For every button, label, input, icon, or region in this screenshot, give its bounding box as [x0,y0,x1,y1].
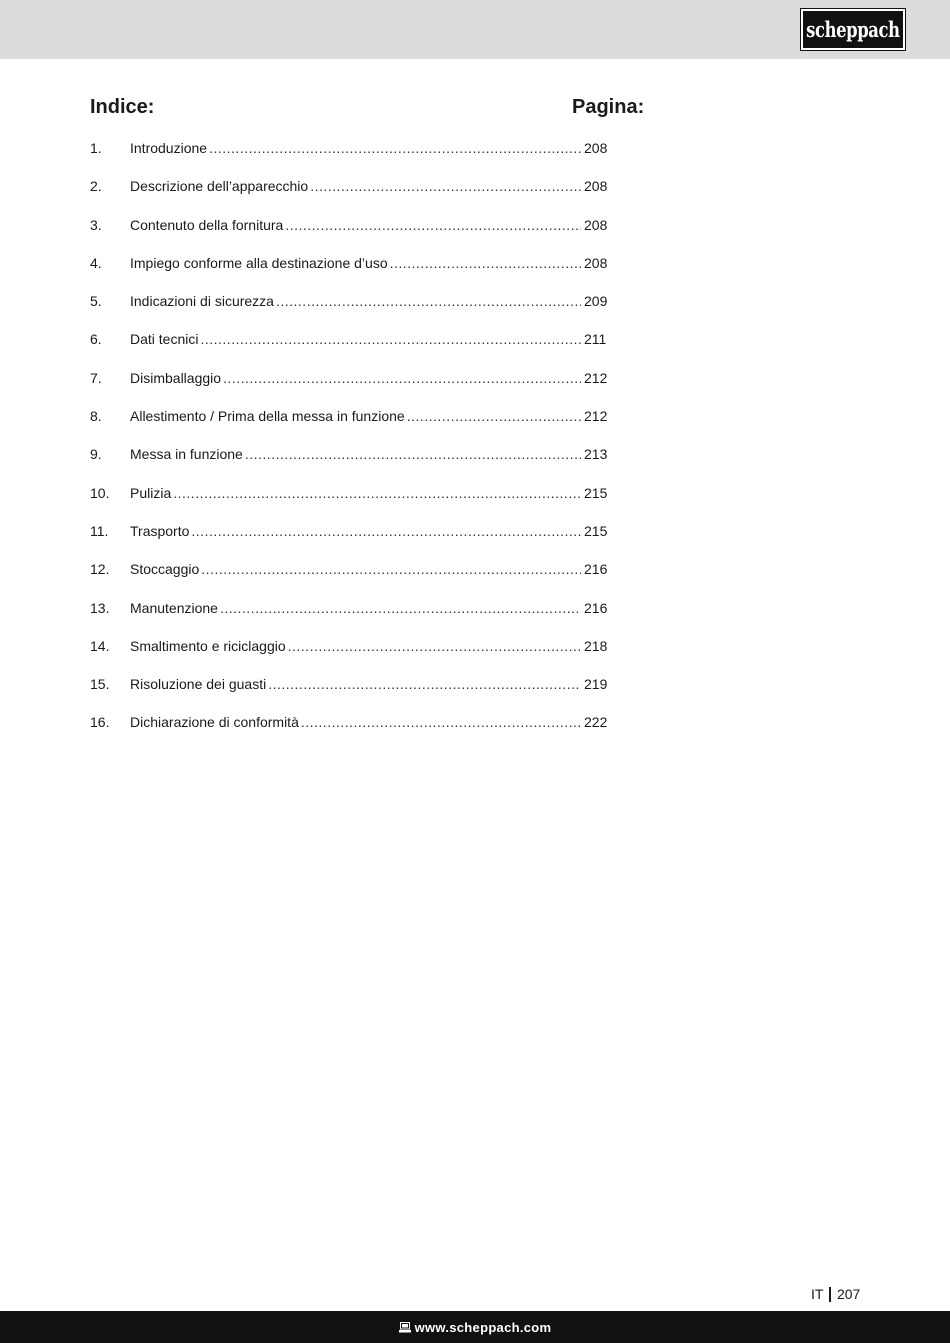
toc-dot-leader [268,674,581,694]
toc-entry-number: 9. [90,446,102,463]
toc-entry[interactable] [90,329,610,367]
toc-entry-page: 209 [584,293,608,310]
toc-entry-title: Dati tecnici [130,331,199,348]
toc-dot-leader [223,368,581,388]
toc-entry-title: Descrizione dell’apparecchio [130,178,309,195]
toc-entry-number: 1. [90,140,102,156]
toc-entry-page: 218 [584,637,608,654]
toc-dot-leader [245,444,581,464]
toc-entry-page: 216 [584,599,608,616]
toc-entry-number: 5. [90,293,102,310]
toc-title: Indice: [90,96,155,118]
toc-entry-title: Introduzione [130,140,208,156]
toc-entry[interactable] [90,291,610,329]
page-column-heading: Pagina: [572,96,645,118]
toc-entry-title: Indicazioni di sicurezza [130,293,274,310]
toc-entry-title: Smaltimento e riciclaggio [130,637,286,654]
toc-entry[interactable] [90,712,610,750]
toc-entry-title: Allestimento / Prima della messa in funzione [130,408,405,425]
toc-entry[interactable] [90,598,610,636]
toc-entry-number: 11. [90,522,109,539]
toc-dot-leader [407,406,581,426]
website-url: www.scheppach.com [414,1319,552,1335]
toc-entry[interactable] [90,368,610,406]
toc-entry-title: Manutenzione [130,599,218,616]
toc-entry-number: 6. [90,331,102,348]
brand-logo-text: scheppach [806,17,900,42]
toc-entry-number: 4. [90,254,102,271]
toc-entry-title: Stoccaggio [130,561,200,578]
toc-dot-leader [301,712,581,732]
toc-dot-leader [390,253,581,273]
toc-entry-title: Impiego conforme alla destinazione d’uso [130,254,388,271]
toc-dot-leader [201,559,581,579]
toc-entry[interactable] [90,521,610,559]
toc-entry-page: 208 [584,216,608,233]
toc-dot-leader [310,176,581,196]
toc-entry-page: 215 [584,484,608,501]
toc-entry-page: 219 [584,676,608,693]
toc-entry-number: 12. [90,561,110,578]
toc-entry-number: 14. [90,637,110,654]
toc-entry-title: Risoluzione dei guasti [130,676,267,693]
toc-entry-number: 3. [90,216,102,233]
toc-entry[interactable] [90,636,610,674]
header-bar [0,0,950,59]
toc-entry-number: 8. [90,408,102,425]
toc-entry[interactable] [90,215,610,253]
toc-entry[interactable] [90,406,610,444]
toc-dot-leader [191,521,581,541]
toc-entry-title: Trasporto [130,522,190,539]
toc-entry-page: 211 [584,331,607,348]
toc-entry[interactable] [90,674,610,712]
toc-entry-title: Dichiarazione di conformità [130,714,299,731]
toc-entry-number: 10. [90,484,110,501]
toc-entry-page: 216 [584,561,608,578]
toc-dot-leader [220,598,581,618]
toc-entry[interactable] [90,253,610,291]
website-link[interactable] [399,1320,552,1335]
toc-entry-page: 208 [584,140,608,156]
toc-entry-number: 16. [90,714,110,731]
toc-entry-title: Contenuto della fornitura [130,216,284,233]
computer-icon [399,1322,411,1333]
footer-bar [0,1311,950,1343]
page-number: 207 [836,1286,861,1302]
brand-logo [801,9,905,50]
toc-entry-page: 212 [584,369,608,386]
toc-entry-title: Pulizia [130,484,172,501]
toc-dot-leader [288,636,581,656]
toc-dot-leader [276,291,581,311]
toc-entry[interactable] [90,444,610,482]
toc-entry-title: Disimballaggio [130,369,222,386]
toc-entry-page: 212 [584,408,608,425]
toc-dot-leader [200,329,581,349]
toc-entry[interactable] [90,138,610,176]
toc-dot-leader [173,483,581,503]
toc-entry-page: 208 [584,254,608,271]
toc-dot-leader [209,138,581,158]
page-separator [829,1287,831,1302]
toc-entry-page: 208 [584,178,608,195]
toc-entry-page: 213 [584,446,608,463]
toc-entry[interactable] [90,483,610,521]
toc-entry-number: 15. [90,676,110,693]
toc-entry-page: 222 [584,714,608,731]
page-indicator [811,1286,860,1302]
toc-entry-number: 2. [90,178,102,195]
toc-entry[interactable] [90,559,610,597]
toc-entry[interactable] [90,176,610,214]
table-of-contents [90,138,610,751]
language-code: IT [811,1286,824,1302]
toc-entry-title: Messa in funzione [130,446,243,463]
toc-dot-leader [285,215,581,235]
toc-entry-number: 13. [90,599,110,616]
toc-entry-page: 215 [584,522,608,539]
toc-entry-number: 7. [90,369,102,386]
